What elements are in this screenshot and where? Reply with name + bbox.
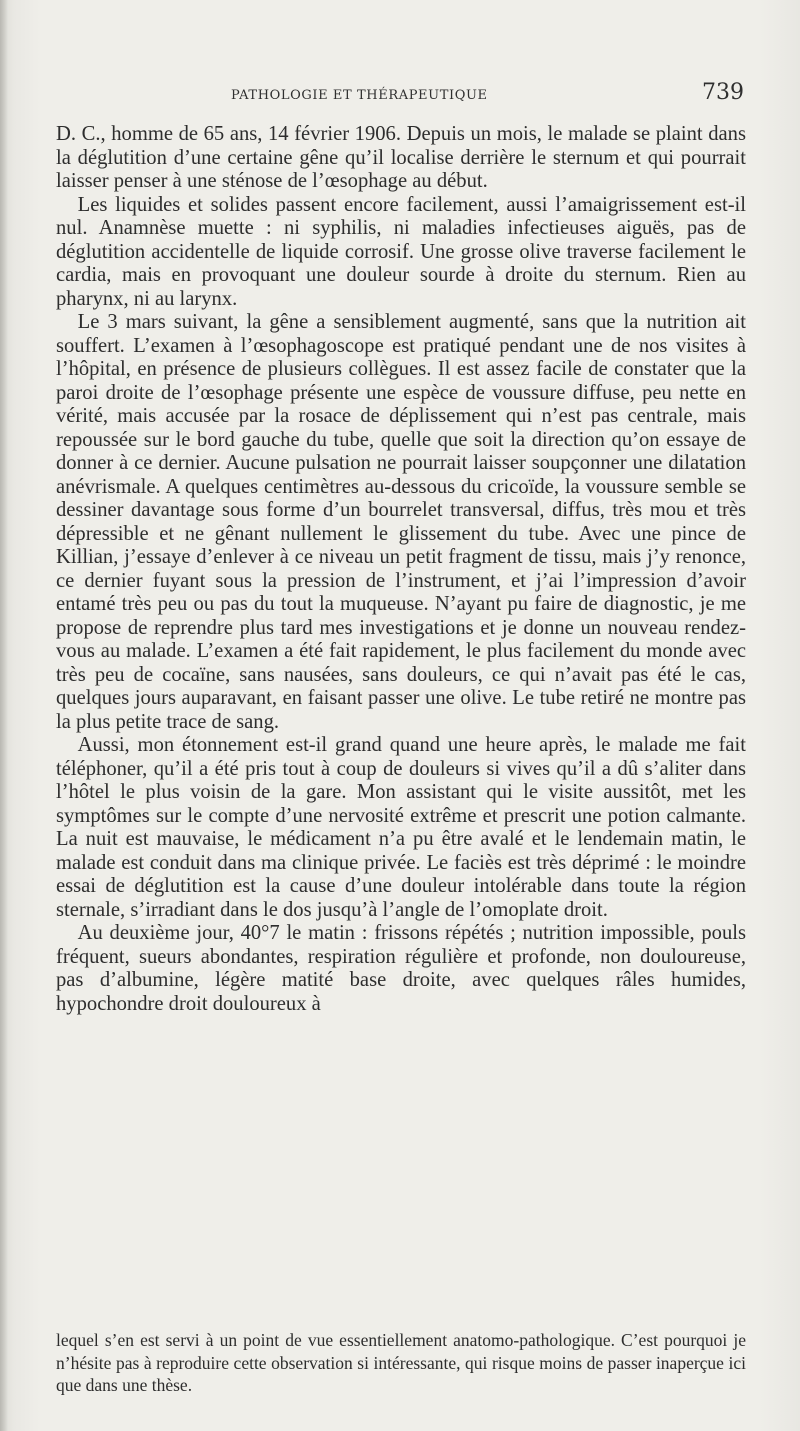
page-gutter-shadow <box>0 0 8 1431</box>
page-number: 739 <box>702 80 744 105</box>
paragraph-complication: Aussi, mon étonnement est-il grand quand une heure après, le malade me fait téléphoner, qu’il a été pris tout à coup de douleurs si vives qu’il a dû s’aliter dans l’hôtel le plus voisin de la gare. Mon assistant qui le visite aussitôt, met les symptômes sur le compte d’une nervosité extrême et prescrit une potion calmante. La nuit est mauvaise, le médicament n’a pu être avalé et le lendemain matin, le malade est conduit dans ma clinique privée. Le faciès est très déprimé : le moindre essai de déglutition est la cause d’une douleur intolérable dans toute la région sternale, s’irradiant dans le dos jusqu’à l’angle de l’omoplate droit. <box>56 734 746 921</box>
body-text <box>56 123 746 1016</box>
running-header <box>56 80 744 110</box>
footnote <box>56 1329 746 1397</box>
paragraph-second-day: Au deuxième jour, 40°7 le matin : frissons répétés ; nutrition impossible, pouls fréquent, sueurs abondantes, respiration régulière et profonde, non douloureuse, pas d’albumine, légère matité base droite, avec quelques râles humides, hypochondre droit douloureux à <box>56 922 746 1015</box>
footnote-text: lequel s’en est servi à un point de vue essentiellement anatomo-pathologique. C’est pourquoi je n’hésite pas à reproduire cette observation si intéressante, qui risque moins de passer inaperçue ici que dans une thèse. <box>56 1330 746 1395</box>
paragraph-anamnesis: Les liquides et solides passent encore facilement, aussi l’amaigrissement est-il nul. Anamnèse muette : ni syphilis, ni maladies infectieuses aiguës, pas de déglutition accidentelle de liquide corrosif. Une grosse olive traverse facilement le cardia, mais en provoquant une douleur sourde à droite du sternum. Rien au pharynx, ni au larynx. <box>56 193 746 310</box>
running-title: PATHOLOGIE ET THÉRAPEUTIQUE <box>231 88 488 103</box>
paragraph-case-intro: D. C., homme de 65 ans, 14 février 1906. Depuis un mois, le malade se plaint dans la déglutition d’une certaine gêne qu’il localise derrière le sternum et qui pourrait laisser penser à une sténose de l’œsophage au début. <box>56 123 746 192</box>
paragraph-oesophagoscopy: Le 3 mars suivant, la gêne a sensiblement augmenté, sans que la nutrition ait souffert. L’examen à l’œsophagoscope est pratiqué pendant une de nos visites à l’hôpital, en présence de plusieurs collègues. Il est assez facile de constater que la paroi droite de l’œsophage présente une espèce de voussure diffuse, peu nette en vérité, mais accusée par la rosace de déplissement qui n’est pas centrale, mais repoussée sur le bord gauche du tube, quelle que soit la direction qu’on essaye de donner à ce dernier. Aucune pulsation ne pourrait laisser soupçonner une dilatation anévrismale. A quelques centimètres au-dessous du cricoïde, la voussure semble se dessiner davantage sous forme d’un bourrelet transversal, diffus, très mou et très dépressible et ne gênant nullement le glissement du tube. Avec une pince de Killian, j’essaye d’enlever à ce niveau un petit fragment de tissu, mais j’y renonce, ce dernier fuyant sous la pression de l’instrument, et j’ai l’impression d’avoir entamé très peu ou pas du tout la muqueuse. N’ayant pu faire de diagnostic, je me propose de reprendre plus tard mes investigations et je donne un nouveau rendez-vous au malade. L’examen a été fait rapidement, le plus facilement du monde avec très peu de cocaïne, sans nausées, sans douleurs, ce qui n’avait pas été le cas, quelques jours auparavant, en faisant passer une olive. Le tube retiré ne montre pas la plus petite trace de sang. <box>56 311 746 733</box>
